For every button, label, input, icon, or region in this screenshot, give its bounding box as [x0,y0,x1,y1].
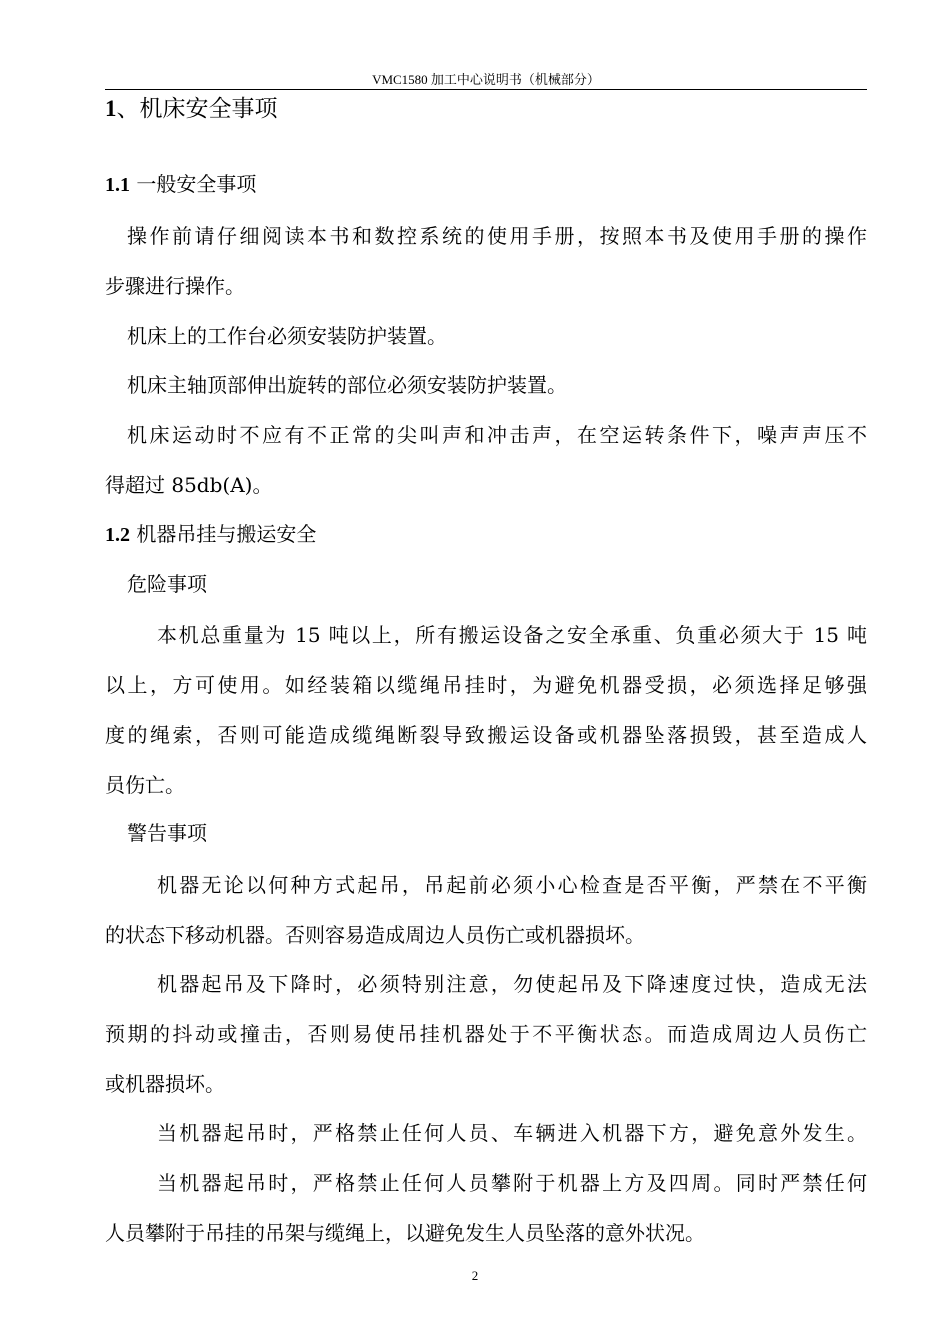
paragraph-line: 人员攀附于吊挂的吊架与缆绳上，以避免发生人员坠落的意外状况。 [105,1221,705,1245]
paragraph-line: 机器起吊及下降时，必须特别注意，勿使起吊及下降速度过快，造成无法 [157,972,867,996]
paragraph-line: 度的绳索，否则可能造成缆绳断裂导致搬运设备或机器坠落损毁，甚至造成人 [105,723,867,747]
paragraph-line: 机床上的工作台必须安装防护装置。 [127,324,447,348]
section-1-2-heading [105,518,316,551]
section-1-title: 、机床安全事项 [116,96,278,122]
section-1-1-heading [105,168,256,201]
paragraph-line: 步骤进行操作。 [105,274,245,298]
page-number: 2 [471,1268,479,1283]
paragraph-line: 或机器损坏。 [105,1072,225,1096]
paragraph-line: 机床主轴顶部伸出旋转的部位必须安装防护装置。 [127,373,567,397]
section-1-1-title: 一般安全事项 [130,172,257,196]
header-rule [105,89,867,90]
paragraph-line: 机床运动时不应有不正常的尖叫声和冲击声，在空运转条件下，噪声声压不 [127,423,867,447]
paragraph-line: 的状态下移动机器。否则容易造成周边人员伤亡或机器损坏。 [105,923,645,947]
paragraph-line: 以上，方可使用。如经装箱以缆绳吊挂时，为避免机器受损，必须选择足够强 [105,673,867,697]
section-1-1-number: 1.1 [105,174,130,196]
paragraph-line: 员伤亡。 [105,773,185,797]
section-1-number: 1 [105,96,117,121]
running-header: VMC1580 加工中心说明书（机械部分） [372,72,600,87]
paragraph-line: 当机器起吊时，严格禁止任何人员、车辆进入机器下方，避免意外发生。 [157,1121,867,1145]
section-1-2-title: 机器吊挂与搬运安全 [130,522,317,546]
paragraph-line: 当机器起吊时，严格禁止任何人员攀附于机器上方及四周。同时严禁任何 [157,1171,867,1195]
section-1-2-number: 1.2 [105,524,130,546]
danger-heading: 危险事项 [127,572,207,596]
section-1-heading [105,92,278,126]
paragraph-line: 得超过 85db(A)。 [105,473,273,497]
paragraph-line: 预期的抖动或撞击，否则易使吊挂机器处于不平衡状态。而造成周边人员伤亡 [105,1022,867,1046]
warning-heading: 警告事项 [127,821,207,845]
paragraph-line: 本机总重量为 15 吨以上，所有搬运设备之安全承重、负重必须大于 15 吨 [157,623,867,647]
paragraph-line: 操作前请仔细阅读本书和数控系统的使用手册，按照本书及使用手册的操作 [127,224,867,248]
paragraph-line: 机器无论以何种方式起吊，吊起前必须小心检查是否平衡，严禁在不平衡 [157,873,867,897]
